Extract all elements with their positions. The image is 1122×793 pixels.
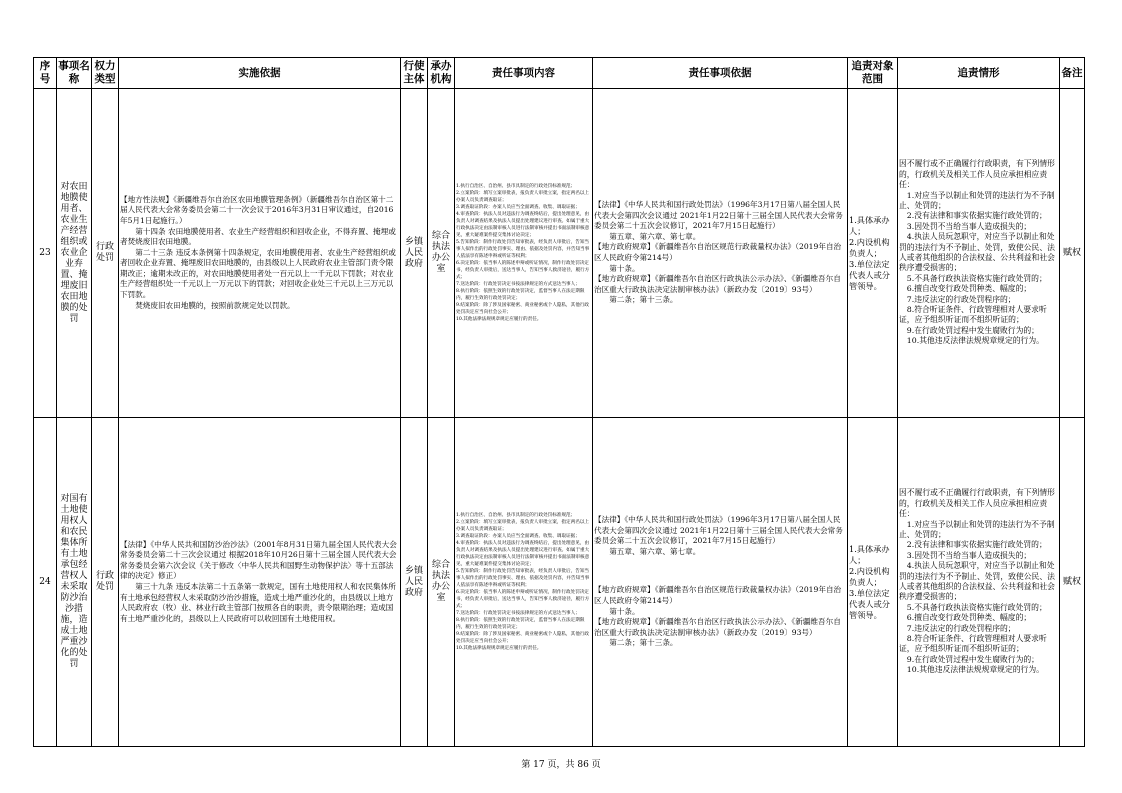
situation-item: 7.违反法定的行政处罚程序的； xyxy=(906,623,1016,633)
content-item: 9.结案阶段：除了涉及国家秘密、商业秘密或个人隐私，其他行政处罚决定应当向社会公开； xyxy=(456,632,590,644)
header-subject: 行使主体 xyxy=(401,58,428,89)
row-rel-basis xyxy=(593,418,848,747)
content-item: 1.执行自治区、自治州、县市具制定的行政处罚标准规范； xyxy=(456,513,576,518)
situation-item: 4.执法人员玩忽职守，对应当予以制止和处罚的违法行为不予制止、处罚，致使公民、法人或者其他组织的合法权益、公共利益和社会秩序遭受损害的； xyxy=(899,561,1055,602)
rel-article: 第十条。 xyxy=(609,606,640,616)
rel-article: 第十条。 xyxy=(609,263,640,273)
basis-paragraph: 【法律】《中华人民共和国防沙治沙法》（2001年8月31日第九届全国人民代表大会常务委员会第二十三次会议通过 根据2018年10月26日第十三届全国人民代表大会常务委员会第六次会议《关于修改〈中华人民共和国野生动物保护法〉等十五部法律的决定》修正） xyxy=(120,539,397,581)
object-item: 2.内设机构负责人； xyxy=(849,236,890,258)
responsibility-table xyxy=(33,57,1085,747)
content-item: 10.其他法律法规规章规定应履行的责任。 xyxy=(456,317,542,322)
row-situation xyxy=(898,89,1060,418)
content-item: 3.调查取证阶段：办案人员应当全面调查、收集、调取证据； xyxy=(456,534,580,539)
rel-article: 第五章、第六章、第七章。 xyxy=(609,546,701,556)
row-org: 综合执法办公室 xyxy=(428,89,455,418)
row-content xyxy=(455,89,593,418)
header-content: 责任事项内容 xyxy=(455,58,593,89)
header-note: 备注 xyxy=(1060,58,1085,89)
situation-item: 10.其他违反法律法规规章规定的行为。 xyxy=(906,336,1044,346)
row-subject: 乡镇人民政府 xyxy=(401,418,428,747)
content-item: 4.审查阶段：执法人员对违法行为调查终结后，提出处理意见，由负责人对调查结果及执法人员提出处理建议进行审查。如属于重大行政执法决定由法制审核人员进行法制审核并提出书面法制审核意见，重大疑难案件提交集体讨论决定； xyxy=(456,212,590,238)
situation-item: 9.在行政处罚过程中发生腐败行为的； xyxy=(906,654,1039,664)
rel-heading: 【地方政府规章】《新疆维吾尔自治区行政执法公示办法》、《新疆维吾尔自治区重大行政执法决定法制审核办法》（新政办发〔2019〕93号） xyxy=(594,274,841,294)
row-note: 赋权 xyxy=(1060,89,1085,418)
content-item: 3.调查取证阶段：办案人员应当全面调查、收集、调取证据； xyxy=(456,205,580,210)
row-basis xyxy=(119,418,401,747)
row-subject: 乡镇人民政府 xyxy=(401,89,428,418)
situation-item: 2.没有法律和事实依据实施行政处罚的； xyxy=(906,211,1047,221)
situation-item: 1.对应当予以制止和处罚的违法行为不予制止、处罚的； xyxy=(899,519,1055,539)
rel-heading: 【地方政府规章】《新疆维吾尔自治区行政执法公示办法》、《新疆维吾尔自治区重大行政执法决定法制审核办法》（新政办发〔2019〕93号） xyxy=(594,617,841,637)
content-item: 2.立案阶段：填写立案审批表，报负责人审批立案，指定两名以上办案人员负责调查取证； xyxy=(456,520,590,532)
basis-paragraph: 第十四条 农田地膜使用者、农业生产经营组织和回收企业，不得弃置、掩埋或者焚烧废旧农田地膜。 xyxy=(120,226,396,247)
situation-item: 3.因处罚不当给当事人造成损失的； xyxy=(906,550,1032,560)
content-item: 7.送达阶段：行政处罚决定书按法律规定的方式送达当事人； xyxy=(456,611,580,616)
object-item: 3.单位法定代表人或分管领导。 xyxy=(849,587,890,620)
situation-item: 5.不具备行政执法资格实施行政处罚的； xyxy=(906,602,1047,612)
basis-paragraph: 第二十三条 违反本条例第十四条规定，农田地膜使用者、农业生产经营组织或者回收企业弃置、掩埋废旧农田地膜的，由县级以上人民政府农业主管部门责令限期改正；逾期未改正的，对农田地膜使用者处一百元以上一千元以下罚款；对农业生产经营组织处一千元以上一万元以下的罚款；对回收企业处三千元以上三万元以下罚款。 xyxy=(120,247,396,300)
situation-item: 10.其他违反法律法规规章规定的行为。 xyxy=(906,665,1044,675)
row-no: 23 xyxy=(34,89,57,418)
situation-item: 7.违反法定的行政处罚程序的； xyxy=(906,294,1016,304)
row-situation xyxy=(898,418,1060,747)
situation-item: 6.擅自改变行政处罚种类、幅度的； xyxy=(906,284,1032,294)
situation-item: 5.不具备行政执法资格实施行政处罚的； xyxy=(906,273,1047,283)
situation-item: 6.擅自改变行政处罚种类、幅度的； xyxy=(906,613,1032,623)
spacer xyxy=(594,557,846,585)
situation-item: 1.对应当予以制止和处罚的违法行为不予制止、处罚的； xyxy=(899,190,1055,210)
content-item: 7.送达阶段：行政处罚决定书按法律规定的方式送达当事人； xyxy=(456,282,580,287)
rel-heading: 【法律】《中华人民共和国行政处罚法》（1996年3月17日第八届全国人民代表大会第四次会议通过 2021年1月22日第十三届全国人民代表大会常务委员会第二十五次会议修订，2021年7月15日起施行） xyxy=(594,515,843,546)
row-basis xyxy=(119,89,401,418)
situation-item: 2.没有法律和事实依据实施行政处罚的； xyxy=(906,540,1047,550)
content-item: 6.决定阶段：依当事人的陈述申辩或听证情况，制作行政处罚决定书，经负责人审批后，送达当事人，告知当事人救济途径，履行方式； xyxy=(456,261,590,280)
basis-paragraph: 焚烧废旧农田地膜的，按照前款规定处以罚款。 xyxy=(135,300,295,310)
situation-item: 因不履行或不正确履行行政职责，有下列情形的，行政机关及相关工作人员应承担相应责任： xyxy=(899,159,1055,190)
situation-item: 因不履行或不正确履行行政职责，有下列情形的，行政机关及相关工作人员应承担相应责任： xyxy=(899,488,1055,519)
header-org: 承办机构 xyxy=(428,58,455,89)
header-row xyxy=(34,58,1085,89)
row-rel-basis xyxy=(593,89,848,418)
situation-item: 9.在行政处罚过程中发生腐败行为的； xyxy=(906,325,1039,335)
content-item: 8.执行阶段：依照生效的行政处罚决定，监督当事人在法定期限内，履行生效的行政处罚决定； xyxy=(456,289,585,301)
row-name: 对国有土地使用权人和农民集体所有土地承包经营权人未采取防沙治沙措施，造成土地严重沙化的处罚 xyxy=(57,418,92,747)
object-item: 1.具体承办人； xyxy=(849,543,890,565)
content-item: 1.执行自治区、自治州、县市具制定的行政处罚标准规范； xyxy=(456,184,576,189)
row-object xyxy=(848,418,898,747)
situation-item: 8.符合听证条件、行政管理相对人要求听证，应予组织听证而不组织听证的； xyxy=(899,305,1047,325)
rel-article: 第二条；第十三条。 xyxy=(609,638,678,648)
content-item: 9.结案阶段：除了涉及国家秘密、商业秘密或个人隐私，其他行政处罚决定应当向社会公开； xyxy=(456,303,590,315)
rel-heading: 【地方政府规章】《新疆维吾尔自治区规范行政裁量权办法》（2019年自治区人民政府令第214号） xyxy=(594,585,842,605)
row-name: 对农田地膜使用者、农业生产经营组织或农业企业弃置、掩埋废旧农田地膜的处罚 xyxy=(57,89,92,418)
content-item: 5.告知阶段：制作行政处罚告知审批表，经负责人审批后，告知当事人拟作出的行政处罚事实、理由、依据及处罚内容，并告知当事人依法享有陈述申辩或听证等权利； xyxy=(456,240,590,259)
content-item: 6.决定阶段：依当事人的陈述申辩或听证情况，制作行政处罚决定书，经负责人审批后，送达当事人，告知当事人救济途径，履行方式； xyxy=(456,590,590,609)
row-note: 赋权 xyxy=(1060,418,1085,747)
basis-paragraph: 第三十九条 违反本法第二十五条第一款规定，国有土地使用权人和农民集体所有土地承包经营权人未采取防沙治沙措施，造成土地严重沙化的，由县级以上地方人民政府农（牧）业、林业行政主管部门按照各自的职责，责令限期治理；造成国有土地严重沙化的，县级以上人民政府可以收回国有土地使用权。 xyxy=(120,582,396,623)
content-item: 4.审查阶段：执法人员对违法行为调查终结后，提出处理意见，由负责人对调查结果及执法人员提出处理建议进行审查。如属于重大行政执法决定由法制审核人员进行法制审核并提出书面法制审核意见，重大疑难案件提交集体讨论决定； xyxy=(456,541,590,567)
header-name: 事项名称 xyxy=(57,58,92,89)
row-object xyxy=(848,89,898,418)
object-item: 1.具体承办人； xyxy=(849,214,890,236)
basis-paragraph: 【地方性法规】《新疆维吾尔自治区农田地膜管理条例》（新疆维吾尔自治区第十二届人民代表大会常务委员会第二十一次会议于2016年3月31日审议通过，自2016年5月1日起施行。） xyxy=(120,194,394,225)
rel-heading: 【法律】《中华人民共和国行政处罚法》（1996年3月17日第八届全国人民代表大会第四次会议通过 2021年1月22日第十三届全国人民代表大会常务委员会第二十五次会议修订，2021年7月15日起施行） xyxy=(594,200,843,231)
content-item: 5.告知阶段：制作行政处罚告知审批表，经负责人审批后，告知当事人拟作出的行政处罚事实、理由、依据及处罚内容，并告知当事人依法享有陈述申辩或听证等权利； xyxy=(456,569,590,588)
header-object: 追责对象范围 xyxy=(848,58,898,89)
header-basis: 实施依据 xyxy=(119,58,401,89)
page-number: 第 17 页，共 86 页 xyxy=(521,760,601,770)
table-row xyxy=(34,89,1085,418)
row-org: 综合执法办公室 xyxy=(428,418,455,747)
object-item: 2.内设机构负责人； xyxy=(849,565,890,587)
rel-heading: 【地方政府规章】《新疆维吾尔自治区规范行政裁量权办法》（2019年自治区人民政府令第214号） xyxy=(594,242,842,262)
rel-article: 第五章、第六章、第七章。 xyxy=(609,231,701,241)
header-rel-basis: 责任事项依据 xyxy=(593,58,848,89)
row-type: 行政处罚 xyxy=(92,89,119,418)
row-content xyxy=(455,418,593,747)
header-no: 序号 xyxy=(34,58,57,89)
content-item: 8.执行阶段：依照生效的行政处罚决定，监督当事人在法定期限内，履行生效的行政处罚决定； xyxy=(456,618,585,630)
content-item: 10.其他法律法规规章规定应履行的责任。 xyxy=(456,646,542,651)
row-type: 行政处罚 xyxy=(92,418,119,747)
header-situation: 追责情形 xyxy=(898,58,1060,89)
situation-item: 8.符合听证条件、行政管理相对人要求听证，应予组织听证而不组织听证的； xyxy=(899,634,1047,654)
rel-article: 第二条；第十三条。 xyxy=(609,295,678,305)
table-row xyxy=(34,418,1085,747)
object-item: 3.单位法定代表人或分管领导。 xyxy=(849,258,890,291)
content-item: 2.立案阶段：填写立案审批表，报负责人审批立案，指定两名以上办案人员负责调查取证； xyxy=(456,191,590,203)
row-no: 24 xyxy=(34,418,57,747)
situation-item: 3.因处罚不当给当事人造成损失的； xyxy=(906,221,1032,231)
situation-item: 4.执法人员玩忽职守，对应当予以制止和处罚的违法行为不予制止、处罚，致使公民、法人或者其他组织的合法权益、公共利益和社会秩序遭受损害的； xyxy=(899,232,1055,273)
header-type: 权力类型 xyxy=(92,58,119,89)
